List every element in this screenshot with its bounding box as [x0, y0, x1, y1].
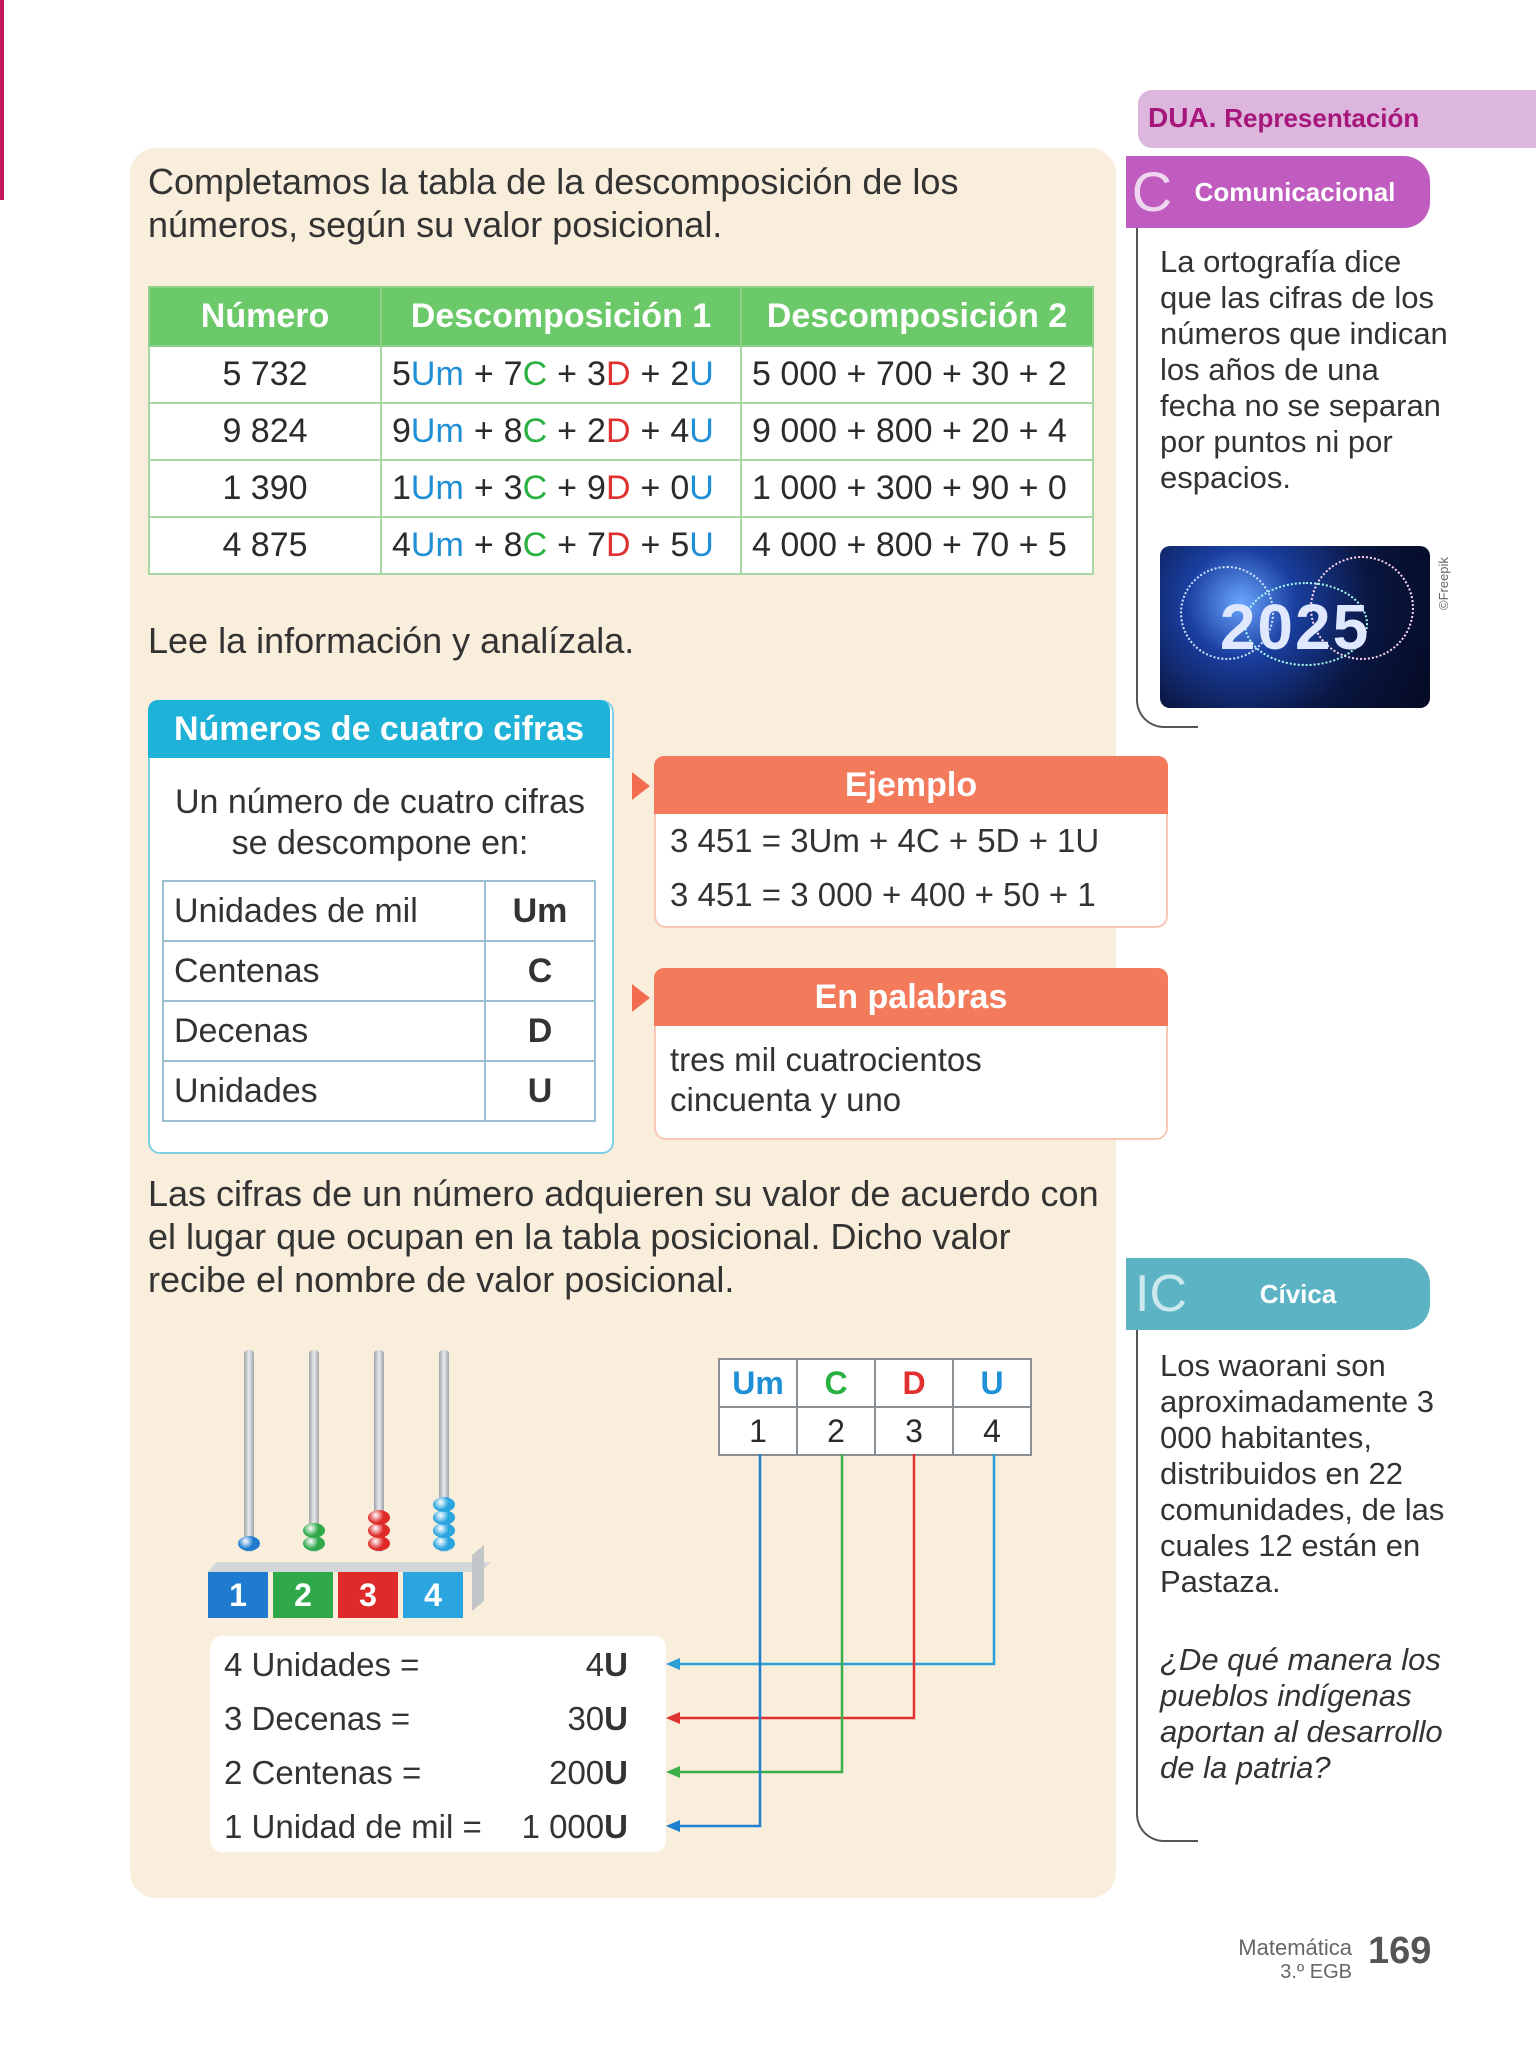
place-symbol: D	[485, 1001, 595, 1061]
place-value-paragraph: Las cifras de un número adquieren su valor de acuerdo con el lugar que ocupan en la tabla posicional. Dicho valor recibe el nombre de valor posicional.	[148, 1173, 1099, 1300]
abacus-bead	[368, 1510, 390, 1525]
civica-question: ¿De qué manera los pueblos indígenas aportan al desarrollo de la patria?	[1160, 1642, 1443, 1785]
result-value	[478, 1754, 628, 1792]
example-line-2: 3 451 = 3 000 + 400 + 50 + 1	[670, 876, 1096, 913]
abacus-digit: 3	[338, 1572, 398, 1618]
result-unit: U	[604, 1700, 628, 1737]
abacus-bead	[433, 1510, 455, 1525]
unit-symbol: Um	[410, 412, 464, 450]
place-value-digit: 4	[953, 1407, 1031, 1455]
plus-sign: +	[473, 412, 494, 450]
instruction-text: Lee la información y analízala.	[148, 620, 635, 661]
abacus-bead	[368, 1536, 390, 1551]
example-title: Ejemplo	[654, 756, 1168, 814]
result-unit: U	[604, 1646, 628, 1683]
result-number: 200	[549, 1754, 605, 1791]
digit: 0	[670, 469, 690, 507]
abacus-bead	[303, 1536, 325, 1551]
digit: 3	[503, 469, 523, 507]
place-label: Unidades	[163, 1061, 485, 1121]
header-descomposicion-2: Descomposición 2	[741, 287, 1093, 346]
decomposition-2-cell: 9 000 + 800 + 20 + 4	[741, 403, 1093, 460]
connector-lines	[640, 1450, 1010, 1850]
unit-symbol: Um	[410, 469, 464, 507]
dua-section: Representación	[1224, 103, 1420, 133]
digit: 5	[670, 526, 690, 564]
four-digit-text: Un número de cuatro cifras se descompone en:	[174, 783, 586, 862]
abacus-digit: 4	[403, 1572, 463, 1618]
footer-subject: Matemática	[1238, 1935, 1352, 1960]
ic-letters-icon: IC	[1135, 1265, 1187, 1323]
place-value-table	[718, 1358, 1032, 1456]
place-row	[163, 881, 595, 941]
place-value-digit: 1	[719, 1407, 797, 1455]
table-row	[149, 346, 1093, 403]
plus-sign: +	[640, 469, 661, 507]
place-names-table	[162, 880, 596, 1122]
plus-sign: +	[640, 355, 661, 393]
page-number: 169	[1368, 1930, 1432, 1972]
place-label: Unidades de mil	[163, 881, 485, 941]
intro-text: Completamos la tabla de la descomposición de los números, según su valor posicional.	[148, 161, 959, 245]
unit-symbol: Um	[410, 526, 464, 564]
digit: 4	[392, 526, 411, 564]
result-number: 30	[567, 1700, 605, 1737]
decomposition-1-cell	[381, 403, 741, 460]
digit: 4	[670, 412, 690, 450]
place-value-header: Um	[719, 1359, 797, 1407]
table-row	[149, 517, 1093, 574]
decomposition-2-cell: 1 000 + 300 + 90 + 0	[741, 460, 1093, 517]
dua-header	[1148, 102, 1419, 134]
digit: 2	[670, 355, 690, 393]
plus-sign: +	[473, 526, 494, 564]
number-cell: 4 875	[149, 517, 381, 574]
arrowhead-icon	[666, 1766, 680, 1778]
unit-symbol: D	[605, 526, 631, 564]
decomposition-1-cell	[381, 346, 741, 403]
digit: 3	[587, 355, 606, 393]
place-label: Decenas	[163, 1001, 485, 1061]
result-unit: U	[604, 1754, 628, 1791]
abacus-bead	[433, 1536, 455, 1551]
dua-label: DUA.	[1148, 102, 1217, 133]
place-row	[163, 1061, 595, 1121]
plus-sign: +	[473, 469, 494, 507]
words-title: En palabras	[654, 968, 1168, 1026]
decomposition-table	[148, 286, 1094, 575]
example-line-1: 3 451 = 3Um + 4C + 5D + 1U	[670, 822, 1100, 859]
digit: 7	[587, 526, 606, 564]
table-row	[149, 460, 1093, 517]
plus-sign: +	[473, 355, 494, 393]
unit-symbol: U	[689, 355, 714, 393]
digit: 9	[392, 412, 411, 450]
header-descomposicion-1: Descomposición 1	[381, 287, 741, 346]
abacus-rod	[244, 1350, 254, 1552]
result-number: 4	[585, 1646, 605, 1683]
comunicacional-title: Comunicacional	[1194, 177, 1396, 207]
digit: 2	[587, 412, 606, 450]
result-unit: U	[604, 1808, 628, 1845]
table-row	[149, 403, 1093, 460]
abacus-rod	[309, 1350, 319, 1552]
digit: 7	[503, 355, 523, 393]
result-label: 2 Centenas =	[224, 1754, 422, 1791]
unit-symbol: U	[689, 412, 714, 450]
place-row	[163, 941, 595, 1001]
place-value-header: D	[875, 1359, 953, 1407]
abacus-base-side	[472, 1545, 484, 1611]
abacus-digit: 2	[273, 1572, 333, 1618]
arrowhead-icon	[666, 1712, 680, 1724]
four-digit-title: Números de cuatro cifras	[148, 700, 610, 758]
plus-sign: +	[640, 526, 661, 564]
result-value	[478, 1646, 628, 1684]
abacus-bead	[433, 1497, 455, 1512]
place-value-digit: 2	[797, 1407, 875, 1455]
decomposition-1-cell	[381, 460, 741, 517]
digit: 9	[587, 469, 606, 507]
arrow-right-icon	[632, 772, 650, 800]
decomposition-2-cell: 5 000 + 700 + 30 + 2	[741, 346, 1093, 403]
connector-tens	[676, 1454, 914, 1718]
place-row	[163, 1001, 595, 1061]
abacus-bead	[303, 1523, 325, 1538]
abacus-base-top	[208, 1562, 490, 1572]
digit: 8	[503, 412, 523, 450]
plus-sign: +	[557, 526, 578, 564]
abacus-digit: 1	[208, 1572, 268, 1618]
civica-pill	[1126, 1258, 1430, 1330]
number-cell: 5 732	[149, 346, 381, 403]
unit-symbol: D	[605, 469, 631, 507]
plus-sign: +	[557, 469, 578, 507]
civica-title: Cívica	[1259, 1279, 1337, 1309]
footer-grade: 3.º EGB	[1280, 1961, 1352, 1983]
abacus-bead	[368, 1523, 390, 1538]
arrowhead-icon	[666, 1658, 680, 1670]
abacus-bead	[238, 1536, 260, 1551]
unit-symbol: C	[522, 412, 548, 450]
abacus-bead	[433, 1523, 455, 1538]
result-label: 4 Unidades =	[224, 1646, 420, 1683]
result-value	[478, 1700, 628, 1738]
digit: 1	[392, 469, 411, 507]
plus-sign: +	[557, 355, 578, 393]
comunicacional-pill	[1126, 156, 1430, 228]
place-value-header: U	[953, 1359, 1031, 1407]
unit-symbol: C	[522, 526, 548, 564]
decomposition-2-cell: 4 000 + 800 + 70 + 5	[741, 517, 1093, 574]
digit: 8	[503, 526, 523, 564]
footer-info	[1200, 1935, 1352, 1984]
place-label: Centenas	[163, 941, 485, 1001]
result-label: 3 Decenas =	[224, 1700, 411, 1737]
unit-symbol: C	[522, 469, 548, 507]
place-value-digit: 3	[875, 1407, 953, 1455]
abacus	[208, 1350, 498, 1620]
place-symbol: U	[485, 1061, 595, 1121]
place-symbol: C	[485, 941, 595, 1001]
unit-symbol: D	[605, 412, 631, 450]
unit-symbol: U	[689, 526, 714, 564]
number-cell: 1 390	[149, 460, 381, 517]
result-number: 1 000	[521, 1808, 605, 1845]
unit-symbol: U	[689, 469, 714, 507]
header-numero: Número	[149, 287, 381, 346]
result-value	[478, 1808, 628, 1846]
number-cell: 9 824	[149, 403, 381, 460]
unit-symbol: D	[605, 355, 631, 393]
words-text: tres mil cuatrocientos cincuenta y uno	[670, 1041, 982, 1118]
plus-sign: +	[640, 412, 661, 450]
connector-units	[676, 1454, 994, 1664]
result-label: 1 Unidad de mil =	[224, 1808, 482, 1845]
decomposition-1-cell	[381, 517, 741, 574]
plus-sign: +	[557, 412, 578, 450]
civica-text: Los waorani son aproximadamente 3 000 habitantes, distribuidos en 22 comunidades, de las cuales 12 están en Pastaza.	[1160, 1348, 1445, 1599]
arrowhead-icon	[666, 1820, 680, 1832]
connector-thousands	[676, 1454, 760, 1826]
comunicacional-text: La ortografía dice que las cifras de los números que indican los años de una fecha no se separan por puntos ni por espacios.	[1160, 244, 1448, 495]
unit-symbol: C	[522, 355, 548, 393]
place-symbol: Um	[485, 881, 595, 941]
unit-symbol: Um	[410, 355, 464, 393]
year-label: 2025	[1219, 591, 1371, 663]
place-value-header: C	[797, 1359, 875, 1407]
arrow-right-icon	[632, 984, 650, 1012]
page-edge-marker	[0, 0, 4, 200]
c-letter-icon: C	[1131, 160, 1173, 223]
fireworks-image	[1160, 546, 1430, 708]
image-credit: ©Freepik	[1436, 557, 1451, 610]
digit: 5	[392, 355, 411, 393]
